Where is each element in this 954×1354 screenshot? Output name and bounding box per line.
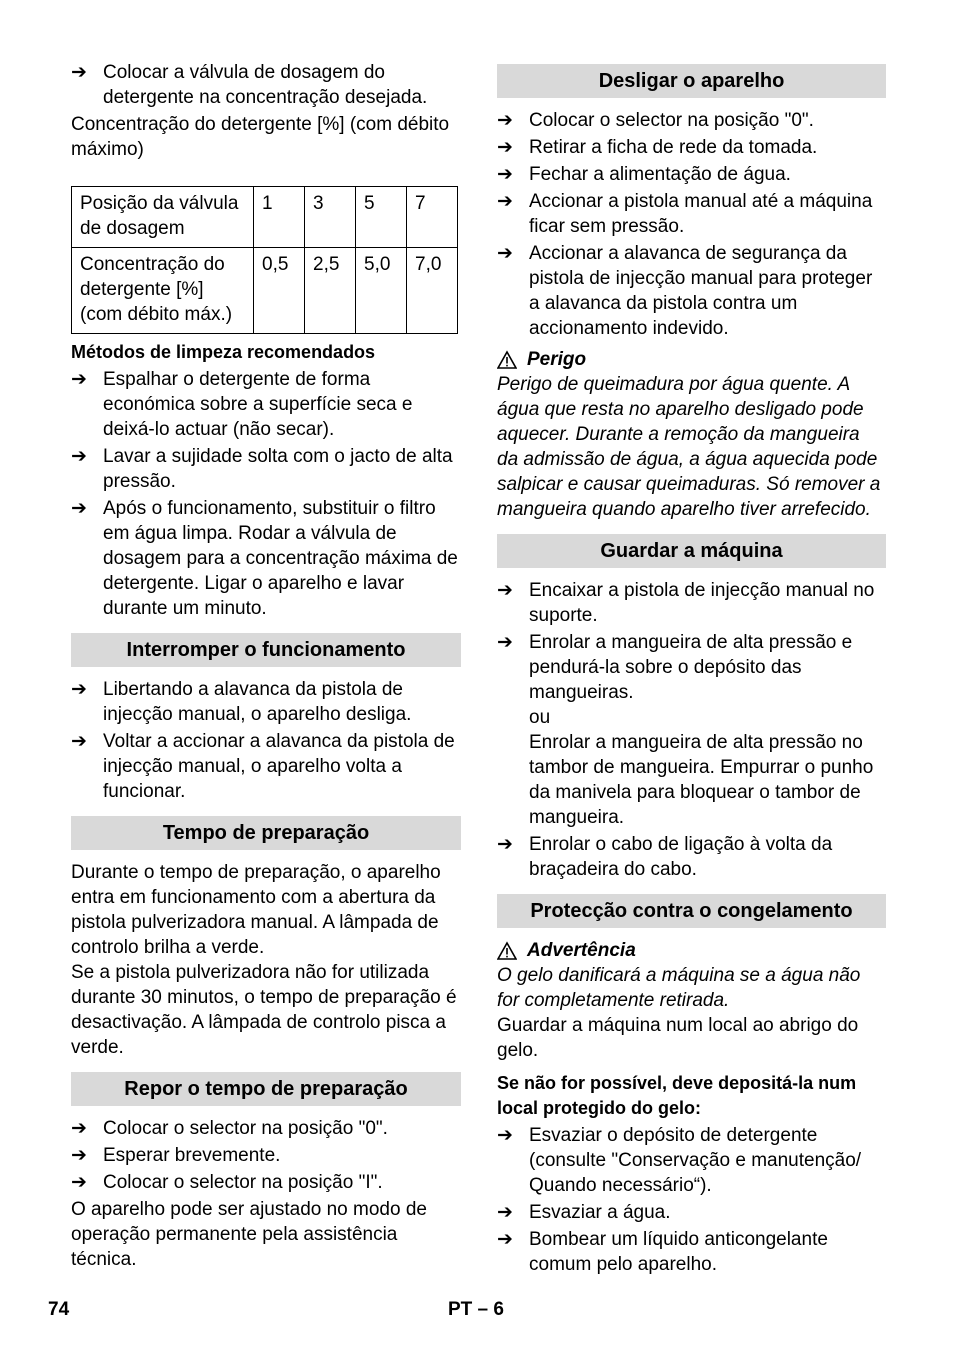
- warning-label: Advertência: [497, 938, 886, 963]
- arrow-right-icon: ➔: [497, 137, 513, 158]
- arrow-right-icon: ➔: [497, 1229, 513, 1250]
- list-item: ➔ Bombear um líquido anticongelante comum pelo aparelho.: [497, 1229, 828, 1275]
- list-item: ➔ Colocar o selector na posição "I".: [71, 1172, 383, 1193]
- language-page-label: PT – 6: [448, 1299, 504, 1320]
- arrow-right-icon: ➔: [497, 834, 513, 855]
- list-item: ➔ Colocar o selector na posição "0".: [497, 110, 814, 131]
- arrow-right-icon: ➔: [71, 731, 87, 752]
- section-heading: Guardar a máquina: [497, 534, 886, 568]
- table-cell: 5: [356, 187, 407, 248]
- arrow-right-icon: ➔: [71, 498, 87, 519]
- list-item: ➔ Encaixar a pistola de injecção manual no suporte.: [497, 580, 875, 626]
- left-column: [71, 58, 461, 1272]
- arrow-right-icon: ➔: [497, 1125, 513, 1146]
- arrow-right-icon: ➔: [71, 1118, 87, 1139]
- list-item: ➔ Accionar a alavanca de segurança da pistola de injecção manual para proteger a alavanca da pistola contra um accionamento indevido.: [497, 243, 873, 339]
- arrow-right-icon: ➔: [497, 110, 513, 131]
- warning-triangle-icon: [497, 941, 517, 961]
- paragraph: Concentração do detergente [%] (com débito máximo): [71, 114, 450, 160]
- table-cell: 7: [407, 187, 458, 248]
- subheading: Métodos de limpeza recomendados: [71, 342, 376, 362]
- list-item: ➔ Fechar a alimentação de água.: [497, 164, 791, 185]
- arrow-right-icon: ➔: [497, 1202, 513, 1223]
- table-row: [72, 248, 458, 334]
- list-item: ➔ Espalhar o detergente de forma económica sobre a superfície seca e deixá-lo actuar (não secar).: [71, 369, 413, 440]
- list-item: ➔ Após o funcionamento, substituir o filtro em água limpa. Rodar a válvula de dosagem para a concentração máxima de detergente. Ligar o aparelho e lavar durante um minuto.: [71, 498, 458, 619]
- arrow-right-icon: ➔: [497, 191, 513, 212]
- list-item: ➔ Enrolar a mangueira de alta pressão e pendurá-la sobre o depósito das mangueiras. ou Enrolar a mangueira de alta pressão no tambor de mangueira. Empurrar o punho da manivela para bloquear o tambor de mangueira.: [497, 632, 874, 828]
- list-item: ➔ Voltar a accionar a alavanca da pistola de injecção manual, o aparelho volta a funcionar.: [71, 731, 455, 802]
- section-heading: Desligar o aparelho: [497, 64, 886, 98]
- table-cell: 1: [254, 187, 305, 248]
- list-item: ➔ Esvaziar a água.: [497, 1202, 671, 1223]
- section-heading: Repor o tempo de preparação: [71, 1072, 461, 1106]
- table-cell: 3: [305, 187, 356, 248]
- page-number: 74: [48, 1299, 70, 1320]
- arrow-right-icon: ➔: [71, 446, 87, 467]
- list-item: ➔ Colocar a válvula de dosagem do detergente na concentração desejada.: [71, 62, 428, 108]
- list-item: ➔ Accionar a pistola manual até a máquina ficar sem pressão.: [497, 191, 873, 237]
- arrow-right-icon: ➔: [71, 1172, 87, 1193]
- section-heading: Protecção contra o congelamento: [497, 894, 886, 928]
- table-cell: 7,0: [407, 248, 458, 334]
- table-cell: 0,5: [254, 248, 305, 334]
- arrow-right-icon: ➔: [497, 632, 513, 653]
- arrow-right-icon: ➔: [71, 1145, 87, 1166]
- paragraph: O aparelho pode ser ajustado no modo de operação permanente pela assistência técnica.: [71, 1199, 427, 1270]
- list-item: ➔ Lavar a sujidade solta com o jacto de alta pressão.: [71, 446, 453, 492]
- list-item: ➔ Colocar o selector na posição "0".: [71, 1118, 388, 1139]
- paragraph: Durante o tempo de preparação, o aparelho entra em funcionamento com a abertura da pistola pulverizadora manual. A lâmpada de controlo brilha a verde.: [71, 862, 441, 958]
- arrow-right-icon: ➔: [497, 164, 513, 185]
- arrow-right-icon: ➔: [497, 243, 513, 264]
- table-cell: Concentração do detergente [%] (com débito máx.): [72, 248, 254, 334]
- arrow-right-icon: ➔: [71, 369, 87, 390]
- warning-text: O gelo danificará a máquina se a água não for completamente retirada.: [497, 965, 861, 1011]
- dosage-table: [71, 186, 458, 334]
- arrow-right-icon: ➔: [497, 580, 513, 601]
- list-item: ➔ Esvaziar o depósito de detergente (consulte "Conservação e manutenção/ Quando necessário“).: [497, 1125, 862, 1196]
- paragraph: Guardar a máquina num local ao abrigo do gelo.: [497, 1015, 859, 1061]
- list-item: ➔ Esperar brevemente.: [71, 1145, 281, 1166]
- table-cell: 2,5: [305, 248, 356, 334]
- warning-triangle-icon: [497, 350, 517, 370]
- paragraph: Se a pistola pulverizadora não for utilizada durante 30 minutos, o tempo de preparação é desactivação. A lâmpada de controlo pisca a verde.: [71, 962, 457, 1058]
- list-item: ➔ Retirar a ficha de rede da tomada.: [497, 137, 818, 158]
- arrow-right-icon: ➔: [71, 62, 87, 83]
- list-item: ➔ Libertando a alavanca da pistola de injecção manual, o aparelho desliga.: [71, 679, 412, 725]
- table-row: [72, 187, 458, 248]
- section-heading: Tempo de preparação: [71, 816, 461, 850]
- warning-text: Perigo de queimadura por água quente. A água que resta no aparelho desligado pode aquecer. Durante a remoção da mangueira da admissão de água, a água aquecida pode salpicar e causar queimaduras. Só remover a mangueira quando aparelho tiver arrefecido.: [497, 374, 881, 520]
- danger-label: Perigo: [497, 347, 886, 372]
- list-item: ➔ Enrolar o cabo de ligação à volta da braçadeira do cabo.: [497, 834, 833, 880]
- table-cell: Posição da válvula de dosagem: [72, 187, 254, 248]
- subheading: Se não for possível, deve depositá-la num local protegido do gelo:: [497, 1073, 857, 1118]
- table-cell: 5,0: [356, 248, 407, 334]
- arrow-right-icon: ➔: [71, 679, 87, 700]
- right-column: [497, 58, 886, 1279]
- section-heading: Interromper o funcionamento: [71, 633, 461, 667]
